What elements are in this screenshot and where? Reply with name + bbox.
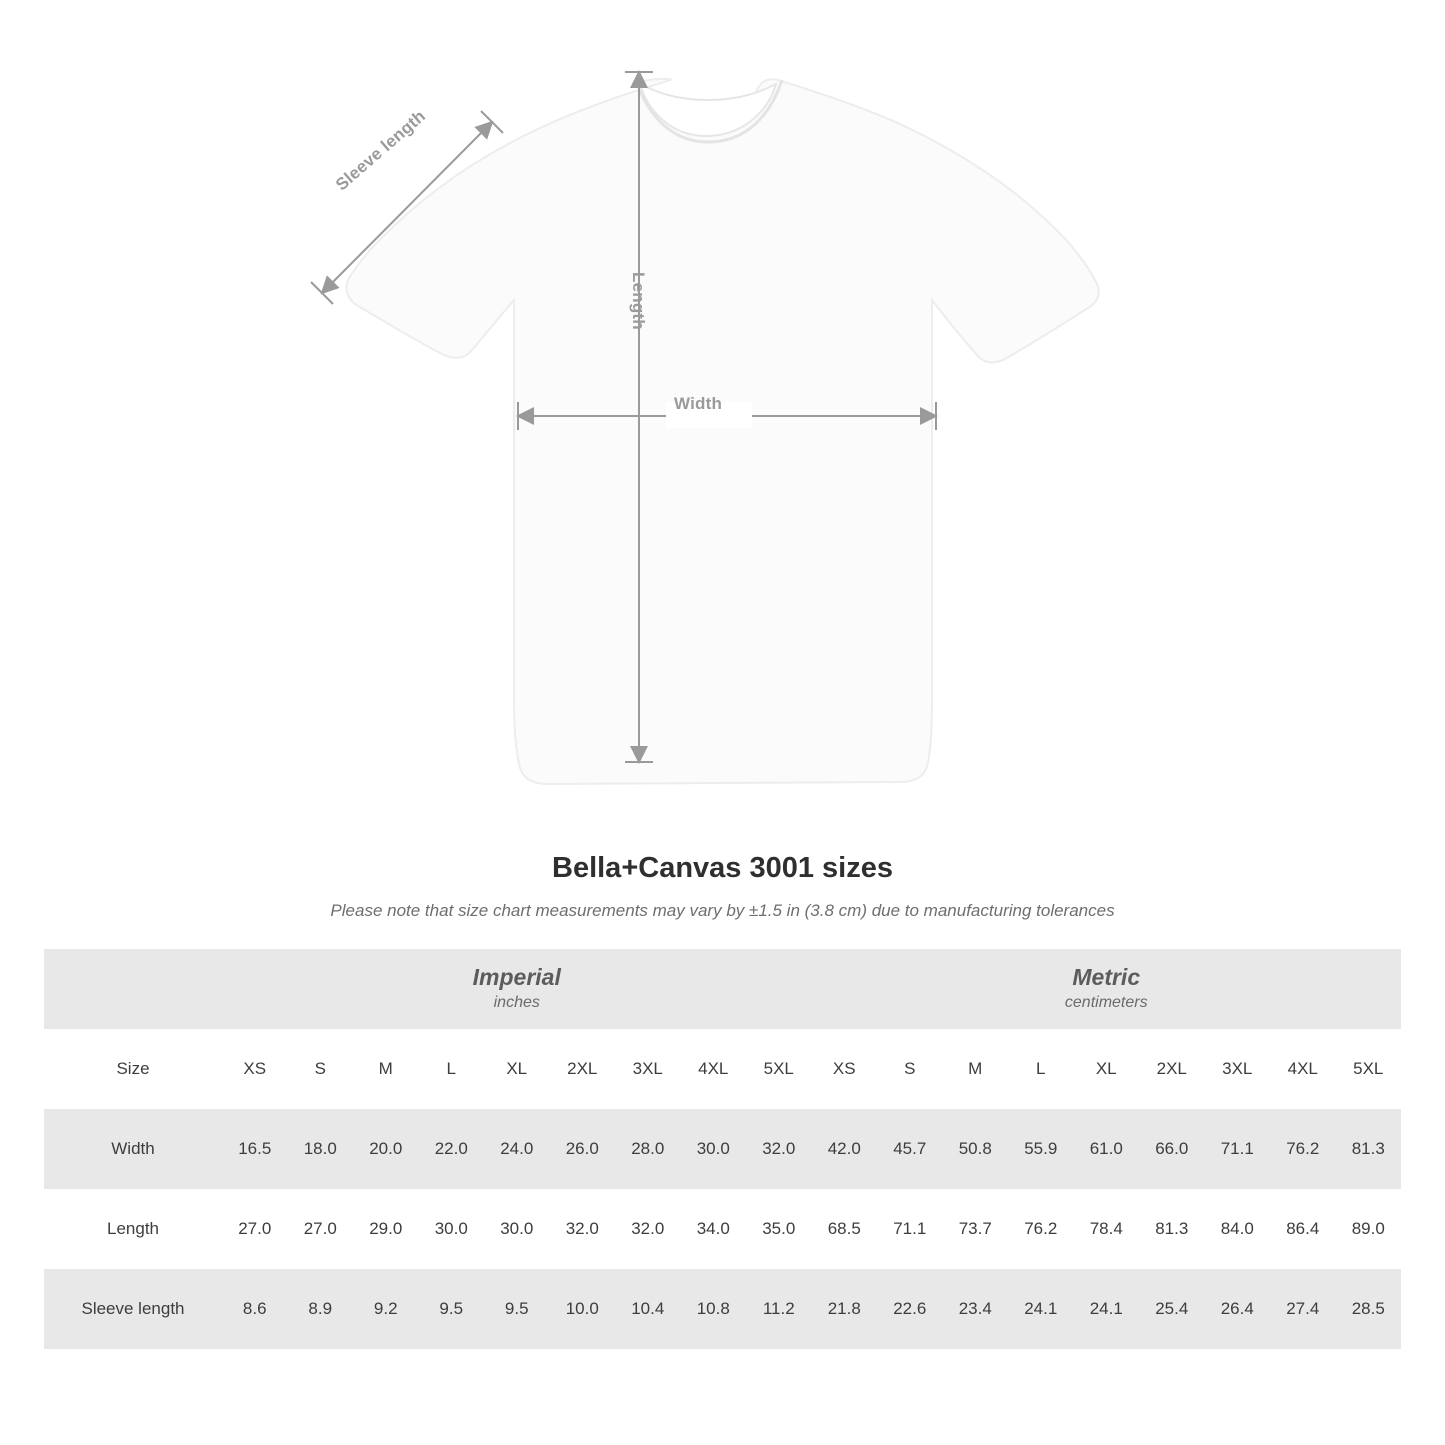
cell-sleeve-4: 9.5 xyxy=(484,1269,550,1349)
row-label-sleeve-length: Sleeve length xyxy=(44,1269,222,1349)
size-col-l-imperial: L xyxy=(419,1029,485,1109)
cell-width-4: 24.0 xyxy=(484,1109,550,1189)
cell-width-6: 28.0 xyxy=(615,1109,681,1189)
cell-sleeve-12: 24.1 xyxy=(1008,1269,1074,1349)
size-col-5xl-imperial: 5XL xyxy=(746,1029,812,1109)
cell-width-0: 16.5 xyxy=(222,1109,288,1189)
sleeve-length-label: Sleeve length xyxy=(332,106,430,195)
cell-length-1: 27.0 xyxy=(288,1189,354,1269)
size-col-4xl-imperial: 4XL xyxy=(681,1029,747,1109)
size-col-xl-metric: XL xyxy=(1074,1029,1140,1109)
unit-group-imperial xyxy=(222,949,812,1029)
table-row xyxy=(44,1269,1401,1349)
unit-group-imperial-sub: inches xyxy=(493,994,540,1012)
cell-length-8: 35.0 xyxy=(746,1189,812,1269)
size-col-m-metric: M xyxy=(943,1029,1009,1109)
cell-length-9: 68.5 xyxy=(812,1189,878,1269)
cell-width-8: 32.0 xyxy=(746,1109,812,1189)
size-col-5xl-metric: 5XL xyxy=(1336,1029,1402,1109)
size-col-2xl-imperial: 2XL xyxy=(550,1029,616,1109)
cell-length-0: 27.0 xyxy=(222,1189,288,1269)
cell-width-1: 18.0 xyxy=(288,1109,354,1189)
cell-length-17: 89.0 xyxy=(1336,1189,1402,1269)
size-col-2xl-metric: 2XL xyxy=(1139,1029,1205,1109)
width-label: Width xyxy=(674,394,723,413)
size-col-3xl-metric: 3XL xyxy=(1205,1029,1271,1109)
cell-length-6: 32.0 xyxy=(615,1189,681,1269)
size-header-cell: Size xyxy=(44,1029,222,1109)
cell-sleeve-14: 25.4 xyxy=(1139,1269,1205,1349)
cell-sleeve-17: 28.5 xyxy=(1336,1269,1402,1349)
cell-length-16: 86.4 xyxy=(1270,1189,1336,1269)
cell-sleeve-15: 26.4 xyxy=(1205,1269,1271,1349)
length-label: Length xyxy=(629,272,648,330)
table-row xyxy=(44,1189,1401,1269)
size-table-wrapper xyxy=(44,949,1401,1349)
cell-length-10: 71.1 xyxy=(877,1189,943,1269)
cell-width-13: 61.0 xyxy=(1074,1109,1140,1189)
cell-width-10: 45.7 xyxy=(877,1109,943,1189)
cell-width-17: 81.3 xyxy=(1336,1109,1402,1189)
cell-sleeve-6: 10.4 xyxy=(615,1269,681,1349)
cell-sleeve-5: 10.0 xyxy=(550,1269,616,1349)
size-col-xs-imperial: XS xyxy=(222,1029,288,1109)
cell-length-3: 30.0 xyxy=(419,1189,485,1269)
cell-length-11: 73.7 xyxy=(943,1189,1009,1269)
row-label-width: Width xyxy=(44,1109,222,1189)
size-col-l-metric: L xyxy=(1008,1029,1074,1109)
title-block xyxy=(0,852,1445,921)
cell-sleeve-16: 27.4 xyxy=(1270,1269,1336,1349)
cell-sleeve-9: 21.8 xyxy=(812,1269,878,1349)
cell-sleeve-10: 22.6 xyxy=(877,1269,943,1349)
tolerance-note: Please note that size chart measurements may vary by ±1.5 in (3.8 cm) due to manufacturing tolerances xyxy=(330,901,1115,920)
cell-sleeve-8: 11.2 xyxy=(746,1269,812,1349)
size-col-xl-imperial: XL xyxy=(484,1029,550,1109)
cell-length-12: 76.2 xyxy=(1008,1189,1074,1269)
size-table xyxy=(44,949,1401,1349)
size-col-3xl-imperial: 3XL xyxy=(615,1029,681,1109)
table-row xyxy=(44,1109,1401,1189)
unit-corner-cell xyxy=(44,949,222,1029)
cell-length-15: 84.0 xyxy=(1205,1189,1271,1269)
page-title: Bella+Canvas 3001 sizes xyxy=(552,852,893,884)
cell-length-2: 29.0 xyxy=(353,1189,419,1269)
cell-sleeve-11: 23.4 xyxy=(943,1269,1009,1349)
cell-width-16: 76.2 xyxy=(1270,1109,1336,1189)
tshirt-shape xyxy=(346,79,1098,784)
cell-width-5: 26.0 xyxy=(550,1109,616,1189)
cell-length-4: 30.0 xyxy=(484,1189,550,1269)
unit-group-metric xyxy=(812,949,1402,1029)
cell-sleeve-2: 9.2 xyxy=(353,1269,419,1349)
size-col-s-metric: S xyxy=(877,1029,943,1109)
cell-sleeve-3: 9.5 xyxy=(419,1269,485,1349)
cell-width-12: 55.9 xyxy=(1008,1109,1074,1189)
cell-width-2: 20.0 xyxy=(353,1109,419,1189)
cell-sleeve-0: 8.6 xyxy=(222,1269,288,1349)
size-col-s-imperial: S xyxy=(288,1029,354,1109)
size-col-4xl-metric: 4XL xyxy=(1270,1029,1336,1109)
row-label-length: Length xyxy=(44,1189,222,1269)
unit-group-metric-name: Metric xyxy=(1072,963,1141,990)
unit-group-metric-sub: centimeters xyxy=(1064,994,1148,1012)
cell-length-14: 81.3 xyxy=(1139,1189,1205,1269)
cell-sleeve-13: 24.1 xyxy=(1074,1269,1140,1349)
size-col-xs-metric: XS xyxy=(812,1029,878,1109)
cell-sleeve-7: 10.8 xyxy=(681,1269,747,1349)
unit-group-imperial-name: Imperial xyxy=(472,963,561,990)
cell-width-7: 30.0 xyxy=(681,1109,747,1189)
cell-width-3: 22.0 xyxy=(419,1109,485,1189)
cell-length-5: 32.0 xyxy=(550,1189,616,1269)
cell-length-13: 78.4 xyxy=(1074,1189,1140,1269)
cell-sleeve-1: 8.9 xyxy=(288,1269,354,1349)
unit-header-row xyxy=(44,949,1401,1029)
size-header-row xyxy=(44,1029,1401,1109)
cell-length-7: 34.0 xyxy=(681,1189,747,1269)
cell-width-14: 66.0 xyxy=(1139,1109,1205,1189)
cell-width-15: 71.1 xyxy=(1205,1109,1271,1189)
cell-width-11: 50.8 xyxy=(943,1109,1009,1189)
size-col-m-imperial: M xyxy=(353,1029,419,1109)
cell-width-9: 42.0 xyxy=(812,1109,878,1189)
